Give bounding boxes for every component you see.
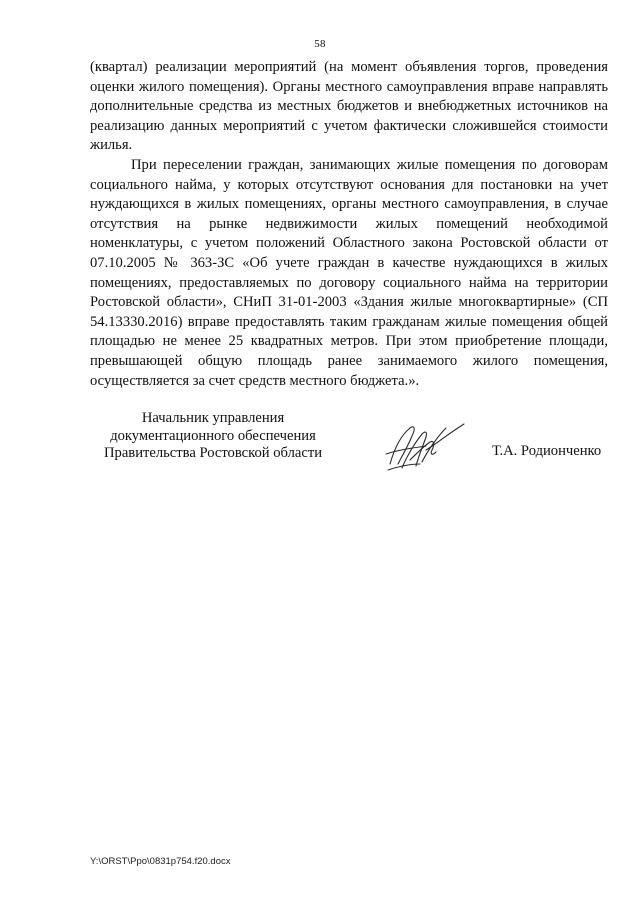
- handwritten-signature-icon: [380, 420, 470, 474]
- paragraph-continuation: (квартал) реализации мероприятий (на момент объявления торгов, проведения оценки жилого помещения). Органы местного самоуправления вправе направлять дополнительные средства из местных бюджетов и внебюджетных источников на реализацию данных мероприятий с учетом фактически сложившейся стоимости жилья.: [90, 59, 608, 154]
- document-body: [90, 58, 608, 391]
- signatory-title: [88, 410, 338, 463]
- paragraph-resettlement: При переселении граждан, занимающих жилые помещения по договорам социального найма, у которых отсутствуют основания для постановки на учет нуждающихся в жилых помещениях, органы местного самоуправления, в случае отсутствия на рынке недвижимости жилых помещений необходимой номенклатуры, с учетом положений Областного закона Ростовской области от 07.10.2005 № 363-ЗС «Об учете граждан в качестве нуждающихся в жилых помещениях, предоставляемых по договору социального найма на территории Ростовской области», СНиП 31-01-2003 «Здания жилые многоквартирные» (СП 54.13330.2016) вправе предоставлять таким гражданам жилые помещения общей площадью не менее 25 квадратных метров. При этом приобретение площади, превышающей общую площадь ранее занимаемого жилого помещения, осуществляется за счет средств местного бюджета.».: [90, 156, 608, 389]
- signatory-title-line: Правительства Ростовской области: [103, 445, 323, 461]
- file-path-footer: Y:\ORST\Ppo\0831p754.f20.docx: [90, 856, 231, 867]
- signatory-title-line: Начальник управления: [141, 410, 285, 426]
- signatory-title-line: документационного обеспечения: [110, 427, 316, 444]
- signatory-name: Т.А. Родионченко: [492, 443, 602, 459]
- page-number: 58: [314, 38, 326, 50]
